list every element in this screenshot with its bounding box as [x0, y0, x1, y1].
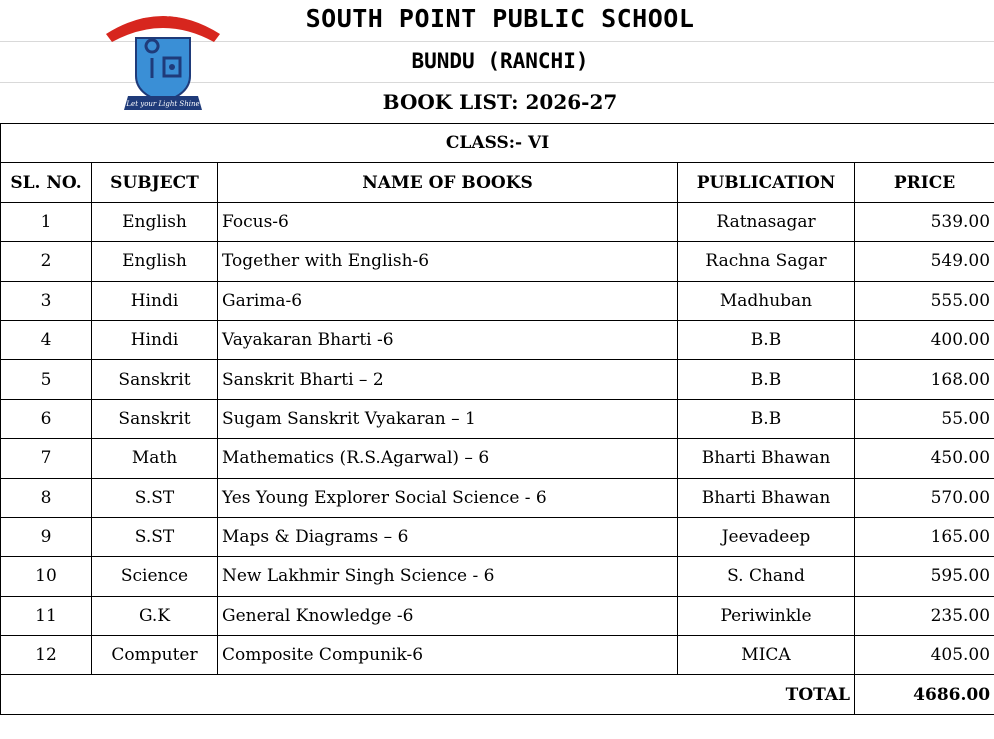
col-header-price: PRICE — [855, 163, 994, 202]
publication-cell: MICA — [678, 636, 855, 675]
book-name-cell: New Lakhmir Singh Science - 6 — [218, 557, 678, 596]
price-cell: 400.00 — [855, 320, 994, 359]
sl-no-cell: 7 — [1, 439, 92, 478]
class-label: CLASS:- VI — [1, 124, 994, 163]
book-name-cell: Together with English-6 — [218, 242, 678, 281]
subject-cell: Computer — [92, 636, 218, 675]
subject-cell: G.K — [92, 596, 218, 635]
book-name-cell: Yes Young Explorer Social Science - 6 — [218, 478, 678, 517]
publication-cell: Rachna Sagar — [678, 242, 855, 281]
table-row — [1, 636, 994, 675]
empty-cell — [1, 675, 92, 714]
sl-no-cell: 11 — [1, 596, 92, 635]
price-cell: 55.00 — [855, 399, 994, 438]
table-row — [1, 399, 994, 438]
price-cell: 570.00 — [855, 478, 994, 517]
school-name: SOUTH POINT PUBLIC SCHOOL — [305, 4, 695, 33]
sl-no-cell: 3 — [1, 281, 92, 320]
price-cell: 165.00 — [855, 517, 994, 556]
price-cell: 549.00 — [855, 242, 994, 281]
publication-cell: Jeevadeep — [678, 517, 855, 556]
table-row — [1, 596, 994, 635]
price-cell: 539.00 — [855, 202, 994, 241]
subject-cell: Sanskrit — [92, 399, 218, 438]
publication-cell: B.B — [678, 360, 855, 399]
table-row — [1, 320, 994, 359]
publication-cell: B.B — [678, 399, 855, 438]
table-row — [1, 202, 994, 241]
col-header-subject: SUBJECT — [92, 163, 218, 202]
table-row — [1, 242, 994, 281]
book-name-cell: Sanskrit Bharti – 2 — [218, 360, 678, 399]
empty-cell — [92, 675, 218, 714]
sl-no-cell: 8 — [1, 478, 92, 517]
book-name-cell: Maps & Diagrams – 6 — [218, 517, 678, 556]
price-cell: 595.00 — [855, 557, 994, 596]
table-row — [1, 360, 994, 399]
sl-no-cell: 2 — [1, 242, 92, 281]
subject-cell: Hindi — [92, 281, 218, 320]
table-row — [1, 557, 994, 596]
column-header-row — [1, 163, 994, 202]
subject-cell: Math — [92, 439, 218, 478]
book-list-title: BOOK LIST: 2026-27 — [382, 90, 618, 114]
sl-no-cell: 1 — [1, 202, 92, 241]
table-row — [1, 281, 994, 320]
subject-cell: English — [92, 242, 218, 281]
document-header — [0, 0, 994, 124]
publication-cell: Madhuban — [678, 281, 855, 320]
table-row — [1, 517, 994, 556]
book-name-cell: Composite Compunik-6 — [218, 636, 678, 675]
subject-cell: S.ST — [92, 517, 218, 556]
subject-cell: S.ST — [92, 478, 218, 517]
subject-cell: Sanskrit — [92, 360, 218, 399]
book-name-cell: Sugam Sanskrit Vyakaran – 1 — [218, 399, 678, 438]
publication-cell: Bharti Bhawan — [678, 478, 855, 517]
subject-cell: Hindi — [92, 320, 218, 359]
svg-text:SOUTH POINT PUBLIC SCHOOL: UTH POINT PUBLIC SCHO — [109, 8, 217, 31]
publication-cell: Ratnasagar — [678, 202, 855, 241]
price-cell: 235.00 — [855, 596, 994, 635]
subject-cell: English — [92, 202, 218, 241]
school-logo — [98, 8, 228, 118]
sl-no-cell: 4 — [1, 320, 92, 359]
table-row — [1, 439, 994, 478]
book-name-cell: Vayakaran Bharti -6 — [218, 320, 678, 359]
class-row — [1, 124, 994, 163]
sl-no-cell: 6 — [1, 399, 92, 438]
publication-cell: Periwinkle — [678, 596, 855, 635]
sl-no-cell: 5 — [1, 360, 92, 399]
book-name-cell: Mathematics (R.S.Agarwal) – 6 — [218, 439, 678, 478]
sl-no-cell: 9 — [1, 517, 92, 556]
sl-no-cell: 10 — [1, 557, 92, 596]
svg-text:Let your Light Shine: Let your Light Shine — [126, 100, 200, 108]
book-list-table — [0, 123, 994, 715]
price-cell: 168.00 — [855, 360, 994, 399]
col-header-name-of-books: NAME OF BOOKS — [218, 163, 678, 202]
price-cell: 555.00 — [855, 281, 994, 320]
publication-cell: Bharti Bhawan — [678, 439, 855, 478]
book-name-cell: Garima-6 — [218, 281, 678, 320]
empty-cell — [218, 675, 678, 714]
price-cell: 405.00 — [855, 636, 994, 675]
total-value: 4686.00 — [855, 675, 994, 714]
school-place: BUNDU (RANCHI) — [411, 49, 589, 73]
publication-cell: B.B — [678, 320, 855, 359]
total-label: TOTAL — [678, 675, 855, 714]
price-cell: 450.00 — [855, 439, 994, 478]
publication-cell: S. Chand — [678, 557, 855, 596]
subject-cell: Science — [92, 557, 218, 596]
col-header-sl-no: SL. NO. — [1, 163, 92, 202]
book-name-cell: General Knowledge -6 — [218, 596, 678, 635]
col-header-publication: PUBLICATION — [678, 163, 855, 202]
total-row — [1, 675, 994, 714]
table-row — [1, 478, 994, 517]
book-name-cell: Focus-6 — [218, 202, 678, 241]
sl-no-cell: 12 — [1, 636, 92, 675]
